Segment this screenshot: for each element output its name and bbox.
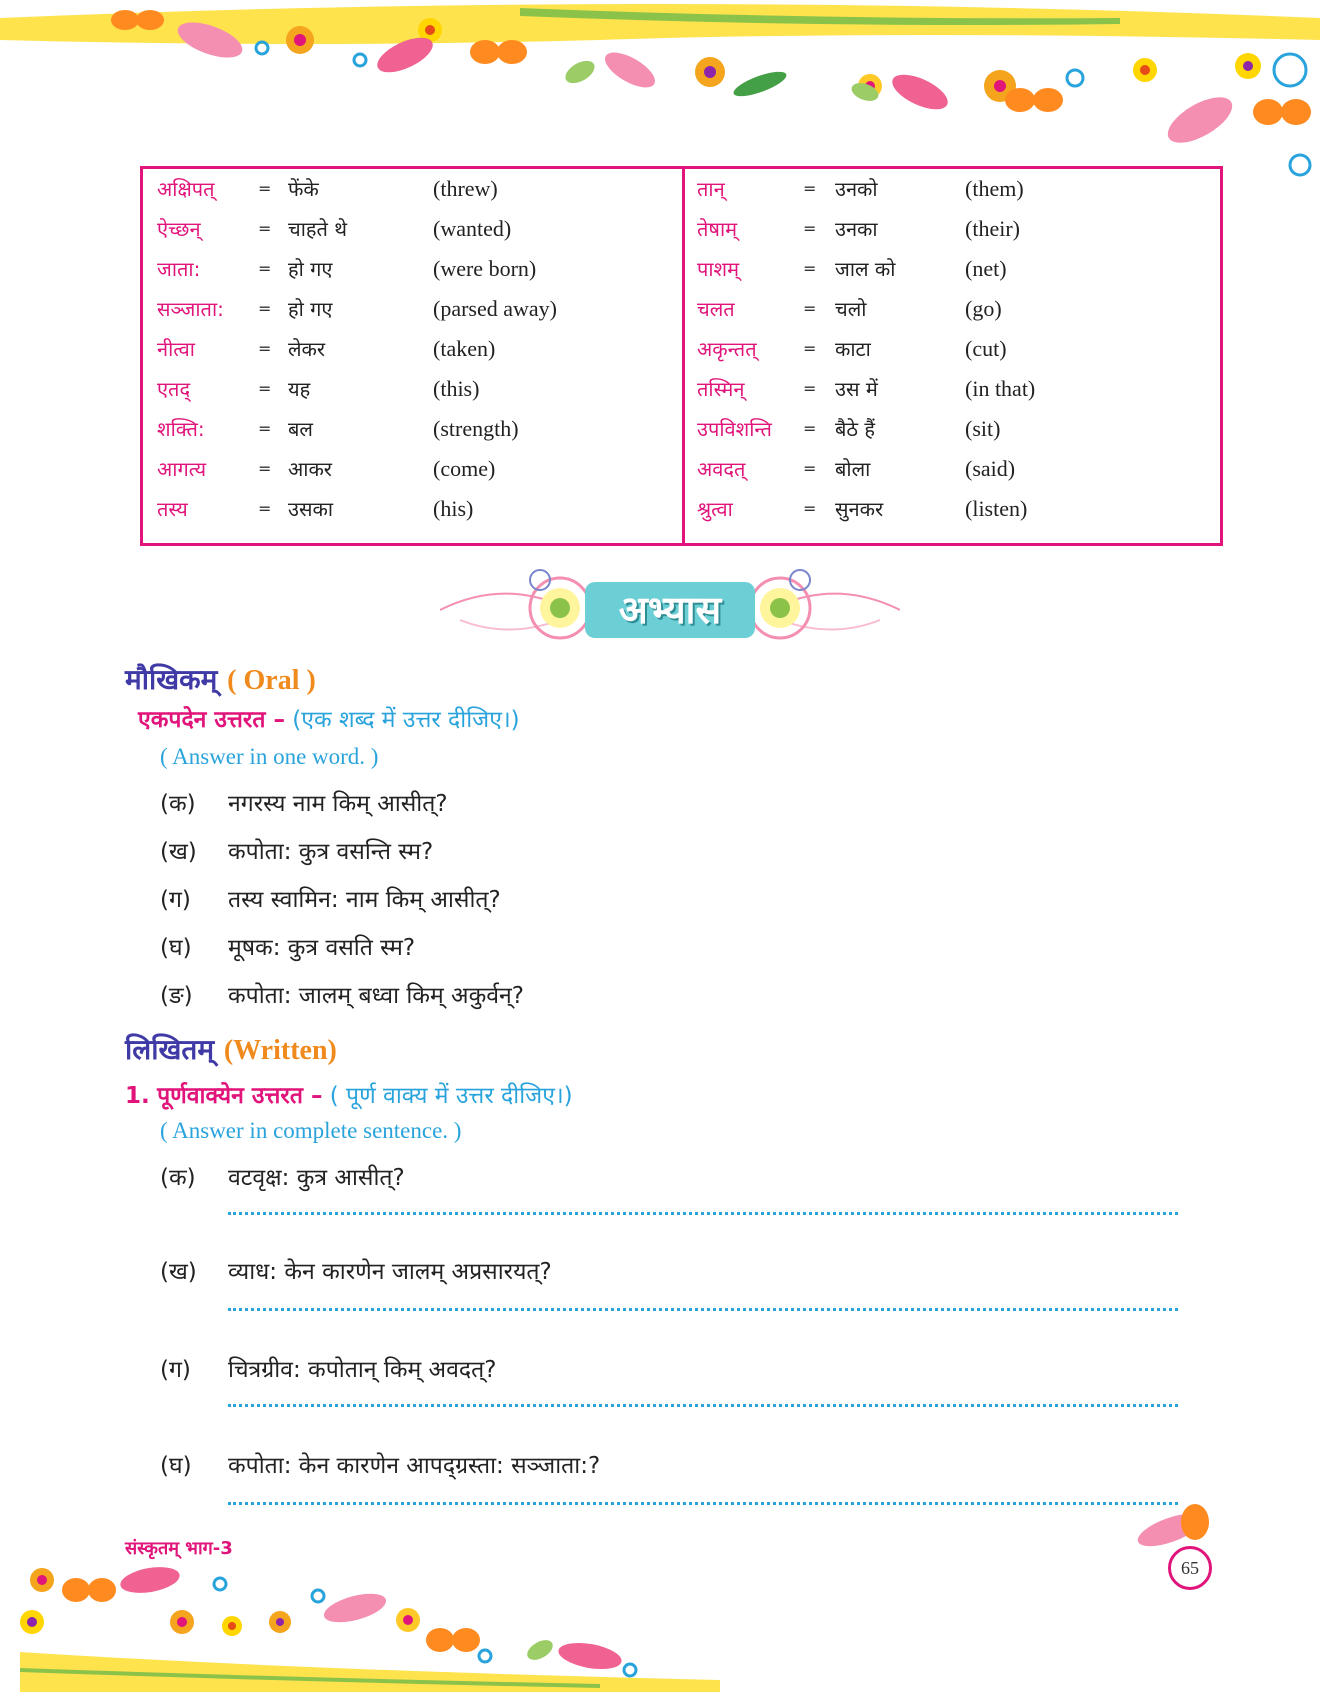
- oral-instruction: [138, 702, 520, 734]
- english-meaning: (taken): [433, 336, 496, 361]
- table-row: [685, 329, 1220, 369]
- question-label: (ग): [160, 887, 191, 913]
- hindi-meaning: चाहते थे: [288, 217, 348, 241]
- table-row: [143, 449, 682, 489]
- equals-sign: =: [803, 219, 817, 238]
- equals-sign: =: [258, 339, 272, 358]
- equals-sign: =: [803, 419, 817, 438]
- equals-sign: =: [258, 219, 272, 238]
- table-row: [143, 489, 682, 529]
- english-meaning: (in that): [965, 376, 1036, 401]
- english-meaning: (wanted): [433, 216, 512, 241]
- english-meaning: (threw): [433, 176, 498, 201]
- table-row: [143, 289, 682, 329]
- oral-question: [160, 834, 433, 866]
- table-row: [143, 329, 682, 369]
- equals-sign: =: [258, 499, 272, 518]
- english-meaning: (sit): [965, 416, 1001, 441]
- sanskrit-word: तस्य: [157, 497, 188, 521]
- oral-question: [160, 930, 415, 962]
- equals-sign: =: [258, 299, 272, 318]
- exercise-heading-badge: [440, 560, 900, 660]
- question-label: (ङ): [160, 983, 193, 1009]
- equals-sign: =: [803, 339, 817, 358]
- sanskrit-word: शक्ति:: [157, 417, 205, 441]
- question-label: (ख): [160, 839, 197, 865]
- english-meaning: (cut): [965, 336, 1007, 361]
- written-question: [160, 1160, 405, 1192]
- hindi-meaning: उस में: [835, 377, 878, 401]
- oral-question: [160, 978, 524, 1010]
- answer-line[interactable]: [228, 1502, 1178, 1505]
- equals-sign: =: [803, 459, 817, 478]
- table-row: [685, 369, 1220, 409]
- answer-line[interactable]: [228, 1404, 1178, 1407]
- oral-instruction-sanskrit: एकपदेन उत्तरत –: [138, 707, 285, 733]
- oral-question: [160, 882, 501, 914]
- hindi-meaning: बैठे हैं: [835, 417, 876, 441]
- table-row: [685, 289, 1220, 329]
- question-text: वटवृक्ष: कुत्र आसीत्?: [228, 1165, 405, 1191]
- written-instruction-number: 1.: [125, 1083, 150, 1109]
- written-title-sanskrit: लिखितम्: [125, 1033, 215, 1066]
- sanskrit-word: तेषाम्: [697, 217, 738, 241]
- table-row: [685, 409, 1220, 449]
- hindi-meaning: बल: [288, 417, 313, 441]
- equals-sign: =: [803, 499, 817, 518]
- oral-instruction-english: ( Answer in one word. ): [160, 744, 379, 769]
- written-instruction-hindi: ( पूर्ण वाक्य में उत्तर दीजिए।): [329, 1083, 573, 1109]
- english-meaning: (go): [965, 296, 1002, 321]
- question-text: चित्रग्रीव: कपोतान् किम् अवदत्?: [228, 1357, 497, 1383]
- sanskrit-word: अक्षिपत्: [157, 177, 215, 201]
- hindi-meaning: हो गए: [288, 297, 333, 321]
- english-meaning: (this): [433, 376, 480, 401]
- oral-section-title: [125, 660, 316, 698]
- question-label: (ग): [160, 1357, 191, 1383]
- hindi-meaning: फेंके: [288, 177, 319, 201]
- sanskrit-word: अकृन्तत्: [697, 337, 757, 361]
- sanskrit-word: तान्: [697, 177, 725, 201]
- table-row: [685, 209, 1220, 249]
- table-row: [685, 449, 1220, 489]
- english-meaning: (their): [965, 216, 1020, 241]
- equals-sign: =: [258, 459, 272, 478]
- question-label: (घ): [160, 935, 192, 961]
- english-meaning: (his): [433, 496, 474, 521]
- english-meaning: (listen): [965, 496, 1028, 521]
- leaf-icon: [524, 1636, 556, 1664]
- sanskrit-word: तस्मिन्: [697, 377, 745, 401]
- question-label: (क): [160, 791, 196, 817]
- written-question: [160, 1448, 600, 1480]
- hindi-meaning: आकर: [288, 457, 332, 481]
- table-row: [143, 409, 682, 449]
- written-section-title: [125, 1030, 337, 1068]
- written-instruction-english: ( Answer in complete sentence. ): [160, 1118, 462, 1143]
- oral-question: [160, 786, 448, 818]
- english-meaning: (net): [965, 256, 1007, 281]
- oral-instruction-hindi: (एक शब्द में उत्तर दीजिए।): [292, 707, 520, 733]
- answer-line[interactable]: [228, 1308, 1178, 1311]
- question-label: (घ): [160, 1453, 192, 1479]
- page-number: 65: [1168, 1546, 1212, 1590]
- sanskrit-word: आगत्य: [157, 457, 207, 481]
- hindi-meaning: चलो: [835, 297, 867, 321]
- answer-line[interactable]: [228, 1212, 1178, 1215]
- equals-sign: =: [258, 379, 272, 398]
- english-meaning: (strength): [433, 416, 519, 441]
- hindi-meaning: लेकर: [288, 337, 326, 361]
- question-text: व्याध: केन कारणेन जालम् अप्रसारयत्?: [228, 1259, 552, 1285]
- hindi-meaning: हो गए: [288, 257, 333, 281]
- english-meaning: (them): [965, 176, 1024, 201]
- english-meaning: (parsed away): [433, 296, 557, 321]
- equals-sign: =: [258, 179, 272, 198]
- sanskrit-word: जाता:: [157, 257, 201, 281]
- bottom-decorative-banner: [0, 1560, 1332, 1692]
- equals-sign: =: [803, 259, 817, 278]
- question-text: कपोता: केन कारणेन आपद्ग्रस्ता: सञ्जाता:?: [228, 1453, 601, 1479]
- sanskrit-word: एतद्: [157, 377, 191, 401]
- question-text: नगरस्य नाम किम् आसीत्?: [228, 791, 448, 817]
- sanskrit-word: उपविशन्ति: [697, 417, 772, 441]
- sanskrit-word: पाशम्: [697, 257, 740, 281]
- hindi-meaning: बोला: [835, 457, 871, 481]
- hindi-meaning: सुनकर: [835, 497, 884, 521]
- sanskrit-word: श्रुत्वा: [697, 497, 733, 521]
- hindi-meaning: उनको: [835, 177, 878, 201]
- english-meaning: (were born): [433, 256, 537, 281]
- equals-sign: =: [258, 419, 272, 438]
- equals-sign: =: [803, 379, 817, 398]
- question-label: (ख): [160, 1259, 197, 1285]
- written-question: [160, 1254, 552, 1286]
- exercise-heading: अभ्यास: [585, 582, 755, 638]
- book-title: संस्कृतम् भाग-3: [125, 1538, 233, 1559]
- question-text: कपोता: कुत्र वसन्ति स्म?: [228, 839, 434, 865]
- question-text: कपोता: जालम् बध्वा किम् अकुर्वन्?: [228, 983, 525, 1009]
- table-row: [685, 249, 1220, 289]
- equals-sign: =: [258, 259, 272, 278]
- sanskrit-word: चलत: [697, 297, 735, 321]
- hindi-meaning: काटा: [835, 337, 871, 361]
- written-instruction-sanskrit: पूर्णवाक्येन उत्तरत –: [157, 1083, 323, 1109]
- question-text: तस्य स्वामिन: नाम किम् आसीत्?: [228, 887, 501, 913]
- top-decorative-banner: [0, 0, 1332, 180]
- written-question: [160, 1352, 496, 1384]
- petal-icon: [118, 1563, 623, 1673]
- hindi-meaning: यह: [288, 377, 311, 401]
- vocabulary-table: [140, 166, 1223, 546]
- oral-title-english: ( Oral ): [227, 665, 316, 696]
- question-label: (क): [160, 1165, 196, 1191]
- table-row: [143, 169, 682, 209]
- english-meaning: (come): [433, 456, 496, 481]
- table-row: [685, 489, 1220, 529]
- equals-sign: =: [803, 299, 817, 318]
- table-row: [143, 249, 682, 289]
- english-meaning: (said): [965, 456, 1016, 481]
- sanskrit-word: सञ्जाता:: [157, 297, 224, 321]
- table-row: [143, 209, 682, 249]
- equals-sign: =: [803, 179, 817, 198]
- hindi-meaning: जाल को: [835, 257, 896, 281]
- oral-title-sanskrit: मौखिकम्: [125, 663, 218, 696]
- hindi-meaning: उसका: [288, 497, 334, 521]
- sanskrit-word: अवदत्: [697, 457, 746, 481]
- hindi-meaning: उनका: [835, 217, 878, 241]
- written-title-english: (Written): [223, 1035, 337, 1066]
- sanskrit-word: ऐच्छन्: [157, 217, 201, 241]
- table-row: [685, 169, 1220, 209]
- table-row: [143, 369, 682, 409]
- sanskrit-word: नीत्वा: [157, 337, 195, 361]
- written-instruction: [125, 1078, 573, 1110]
- question-text: मूषक: कुत्र वसति स्म?: [228, 935, 416, 961]
